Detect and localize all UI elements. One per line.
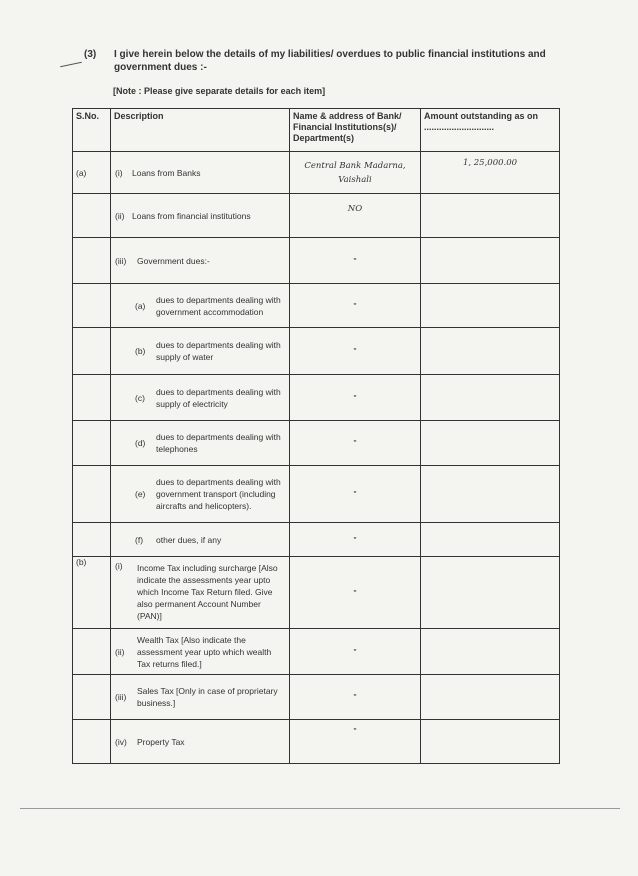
scan-edge-line	[20, 808, 620, 809]
row-sno	[73, 194, 111, 238]
row-amount	[421, 523, 560, 557]
row-description	[111, 466, 290, 523]
row-sno: (a)	[73, 152, 111, 194]
header-name-address: Name & address of Bank/ Financial Institutions(s)/ Department(s)	[290, 109, 421, 152]
row-amount	[421, 466, 560, 523]
liabilities-table	[72, 108, 560, 764]
row-description-text: Government dues:-	[137, 255, 210, 266]
row-description-text: dues to departments dealing with telephones	[156, 432, 281, 454]
row-sno	[73, 720, 111, 764]
row-sno	[73, 675, 111, 720]
row-sno	[73, 375, 111, 421]
row-roman-numeral: (iv)	[115, 736, 127, 747]
row-roman-numeral: (iii)	[115, 255, 127, 266]
row-amount	[421, 238, 560, 284]
row-description	[111, 557, 290, 629]
row-roman-numeral: (ii)	[115, 210, 125, 221]
table-row	[73, 152, 560, 194]
row-description	[111, 284, 290, 328]
table-row	[73, 421, 560, 466]
table-row	[73, 194, 560, 238]
row-description-text: Loans from Banks	[132, 167, 201, 178]
table-row	[73, 523, 560, 557]
row-bank-name: "	[290, 238, 421, 284]
row-description	[111, 375, 290, 421]
table-row	[73, 284, 560, 328]
row-description-text: Income Tax including surcharge [Also indicate the assessments year upto which Income Tax Return filed. Give also permanent Account Number (PAN)]	[137, 563, 278, 621]
row-amount	[421, 675, 560, 720]
row-letter: (b)	[135, 346, 146, 356]
margin-mark	[60, 62, 82, 68]
row-sno	[73, 238, 111, 284]
row-amount	[421, 720, 560, 764]
row-sno	[73, 284, 111, 328]
row-sno	[73, 523, 111, 557]
row-description	[111, 720, 290, 764]
row-description-text: Loans from financial institutions	[132, 210, 251, 221]
table-row	[73, 328, 560, 375]
table-row	[73, 375, 560, 421]
header-amount-outstanding: Amount outstanding as on ............................	[421, 109, 560, 152]
table-row	[73, 466, 560, 523]
row-description	[111, 194, 290, 238]
row-description	[111, 238, 290, 284]
row-letter: (f)	[135, 534, 144, 545]
row-description-text: Sales Tax [Only in case of proprietary business.]	[137, 686, 278, 708]
row-description	[111, 629, 290, 675]
row-amount	[421, 284, 560, 328]
row-sno	[73, 466, 111, 523]
row-letter: (e)	[135, 489, 146, 499]
row-sno	[73, 629, 111, 675]
row-description-text: other dues, if any	[156, 534, 222, 545]
row-amount	[421, 557, 560, 629]
row-description	[111, 152, 290, 194]
row-description-text: Wealth Tax [Also indicate the assessment year upto which wealth Tax returns filed.]	[137, 634, 272, 669]
row-bank-name: "	[290, 523, 421, 557]
row-bank-name: "	[290, 720, 421, 764]
row-letter: (c)	[135, 392, 145, 403]
row-sno	[73, 421, 111, 466]
row-description-text: dues to departments dealing with supply of electricity	[156, 386, 281, 409]
row-description	[111, 675, 290, 720]
row-roman-numeral: (i)	[115, 167, 123, 178]
row-amount	[421, 629, 560, 675]
table-row	[73, 720, 560, 764]
row-description	[111, 421, 290, 466]
row-bank-name: "	[290, 421, 421, 466]
row-roman-numeral: (iii)	[115, 692, 127, 702]
row-bank-name: NO	[290, 194, 421, 238]
table-header-row	[73, 109, 560, 152]
row-description	[111, 523, 290, 557]
row-bank-name: "	[290, 284, 421, 328]
row-bank-name: "	[290, 557, 421, 629]
row-description-text: dues to departments dealing with government transport (including aircrafts and helicopters).	[156, 477, 281, 511]
row-bank-name: "	[290, 629, 421, 675]
row-letter: (d)	[135, 438, 146, 448]
row-bank-name: "	[290, 375, 421, 421]
header-description: Description	[111, 109, 290, 152]
table-row	[73, 675, 560, 720]
row-amount	[421, 328, 560, 375]
row-roman-numeral: (ii)	[115, 646, 125, 657]
row-amount	[421, 421, 560, 466]
row-amount	[421, 375, 560, 421]
row-amount	[421, 194, 560, 238]
row-description	[111, 328, 290, 375]
row-sno: (b)	[73, 557, 111, 629]
row-sno	[73, 328, 111, 375]
header-sno: S.No.	[73, 109, 111, 152]
row-roman-numeral: (i)	[115, 561, 123, 571]
row-bank-name: "	[290, 675, 421, 720]
row-bank-name: Central Bank Madarna, Vaishali	[290, 152, 421, 194]
section-note: [Note : Please give separate details for each item]	[113, 86, 326, 96]
section-heading-text: I give herein below the details of my liabilities/ overdues to public financial institutions and government dues :-	[114, 49, 546, 73]
table-row	[73, 238, 560, 284]
table-row	[73, 557, 560, 629]
row-description-text: dues to departments dealing with supply of water	[156, 340, 281, 362]
row-bank-name: "	[290, 466, 421, 523]
table-row	[73, 629, 560, 675]
row-letter: (a)	[135, 300, 146, 311]
row-description-text: Property Tax	[137, 736, 185, 747]
section-number: (3)	[84, 49, 97, 60]
row-description-text: dues to departments dealing with government accommodation	[156, 294, 281, 317]
row-bank-name: "	[290, 328, 421, 375]
row-amount: 1, 25,000.00	[421, 152, 560, 194]
